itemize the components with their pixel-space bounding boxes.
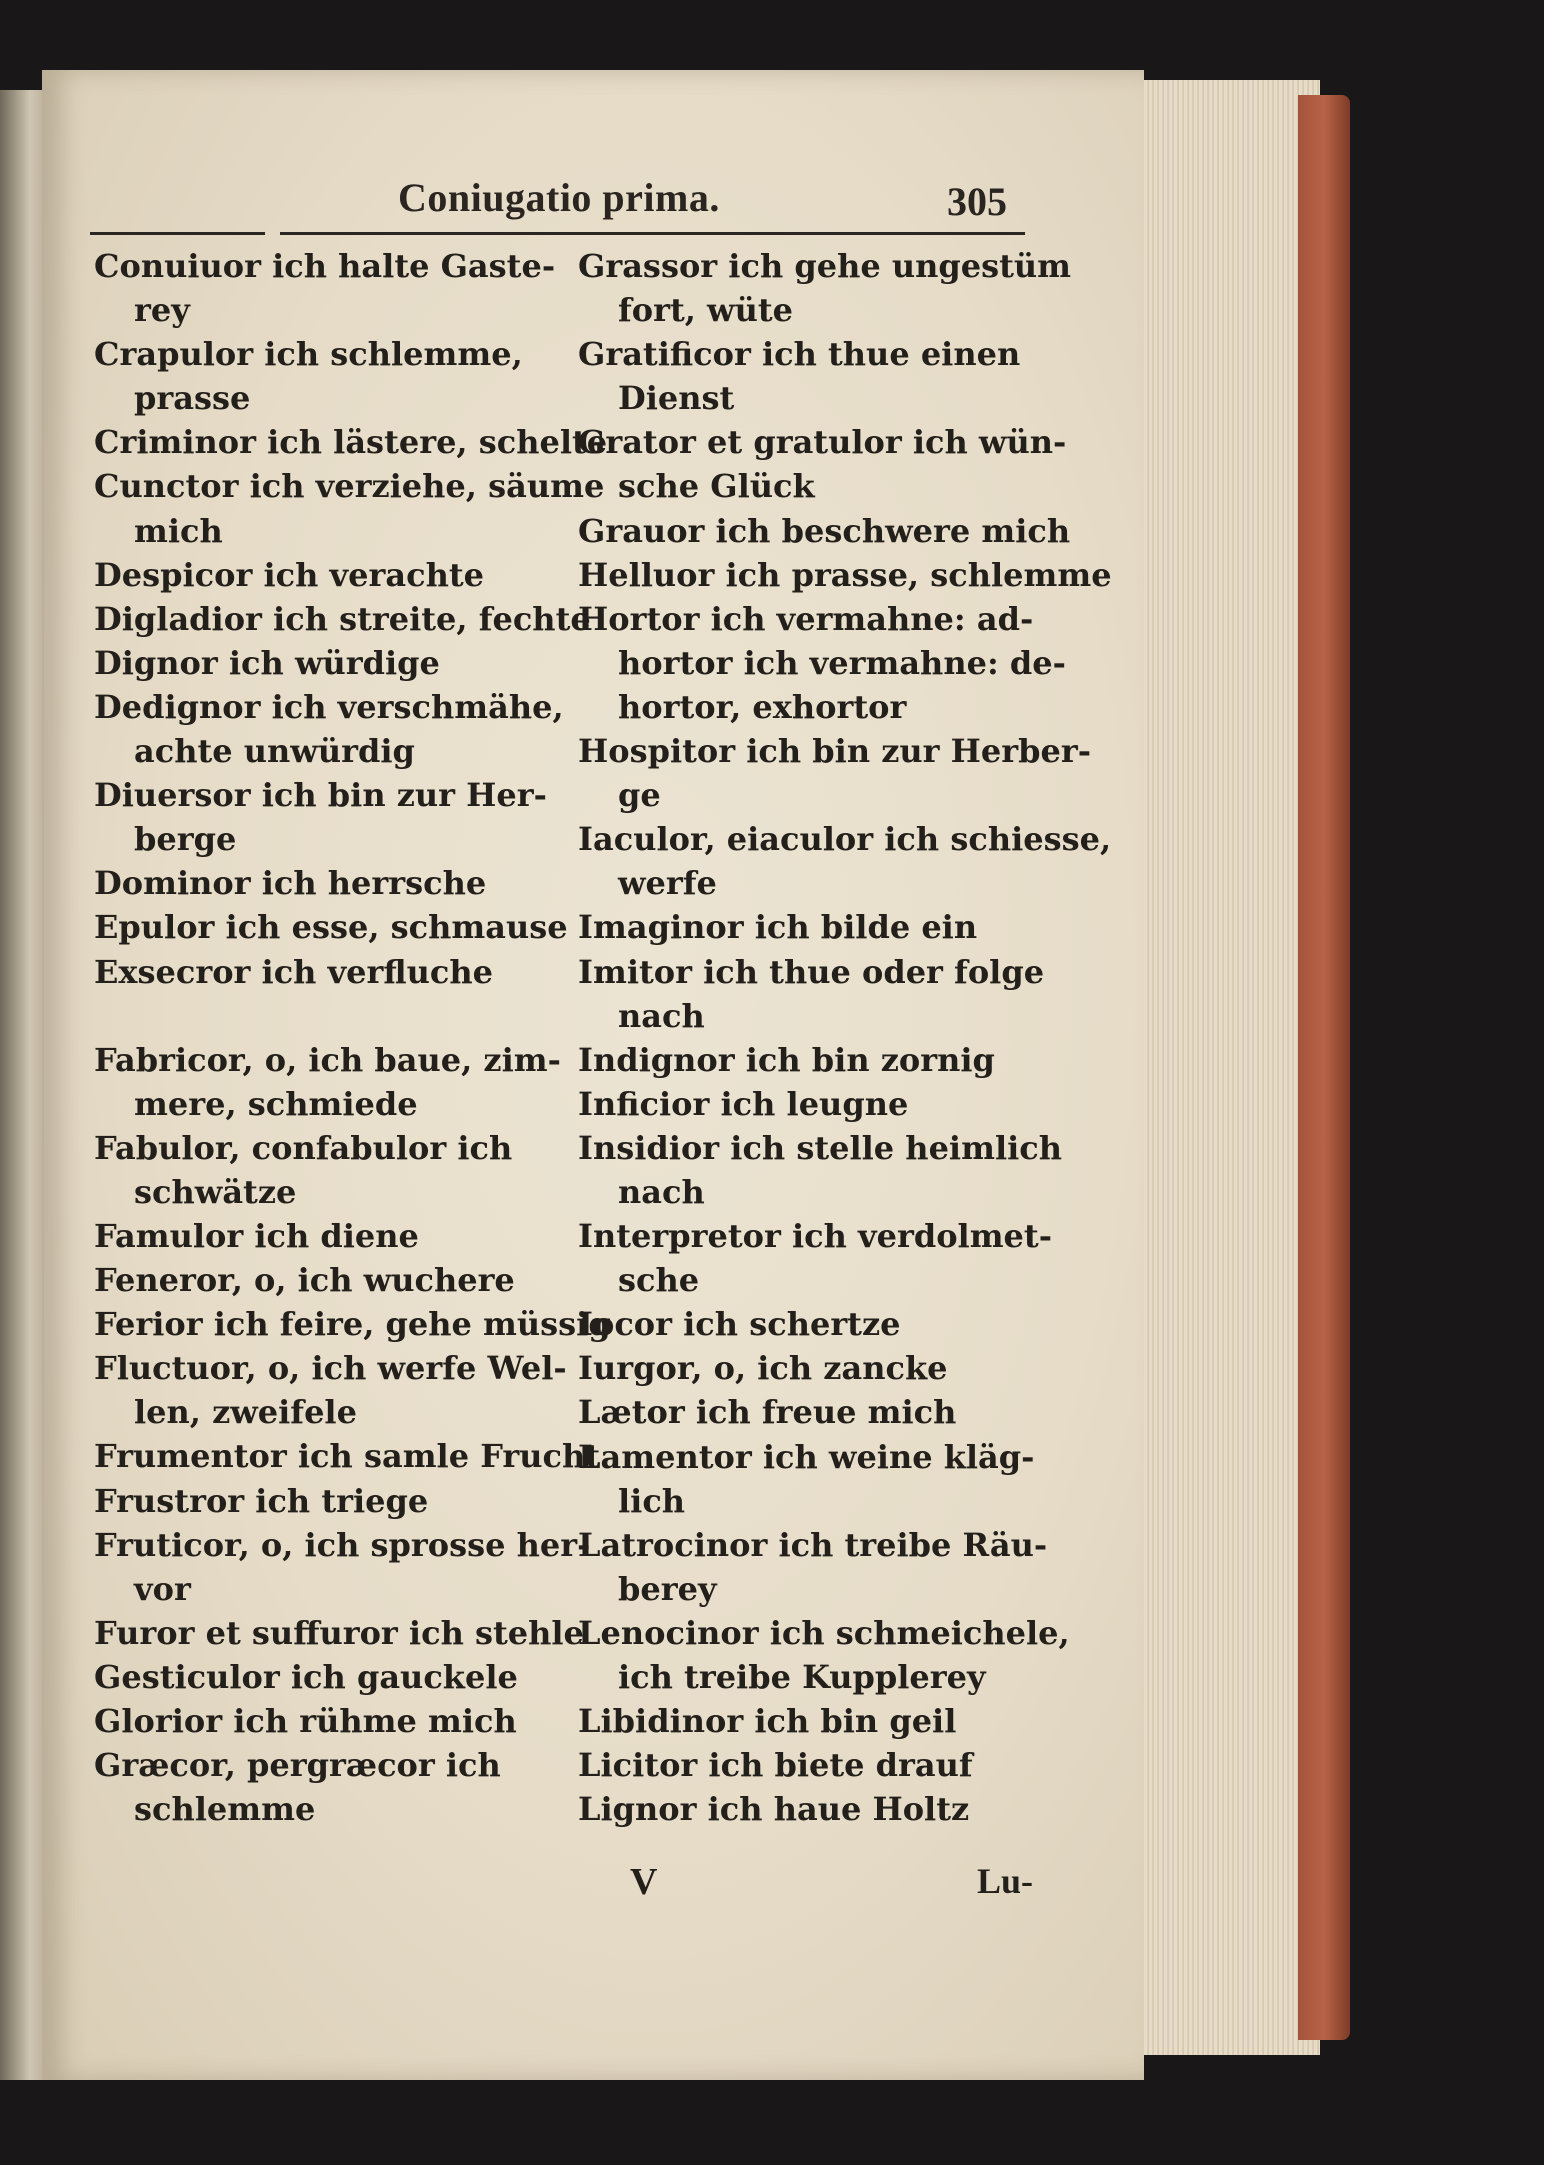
page-number: 305 [947, 179, 1007, 224]
entry-line: achte unwürdig [134, 732, 415, 771]
entry-line: Licitor ich biete drauf [578, 1746, 973, 1785]
entry-line: mich [134, 511, 223, 550]
entry-line: Epulor ich esse, schmause [94, 908, 568, 947]
entry-line: Exsecror ich verfluche [94, 952, 494, 991]
entry-line: ge [618, 776, 661, 815]
entry-line: Hortor ich vermahne: ad- [578, 599, 1034, 638]
entry-line: Frumentor ich samle Frucht [94, 1437, 601, 1476]
entry-line: nach [618, 996, 705, 1035]
entry-line: Fluctuor, o, ich werfe Wel- [94, 1349, 567, 1388]
entry-line: Iurgor, o, ich zancke [578, 1349, 948, 1388]
entry-line: hortor, exhortor [618, 687, 907, 726]
entry-line: Lenocinor ich schmeichele, [578, 1613, 1070, 1652]
entry-line: Frustror ich triege [94, 1481, 429, 1520]
entry-line: Interpretor ich verdolmet- [578, 1217, 1052, 1256]
page-footer [42, 1860, 1142, 1920]
entry-line: sche Glück [618, 467, 815, 506]
entry-line: Conuiuor ich halte Gaste- [94, 247, 556, 285]
entry-line: Inficior ich leugne [578, 1084, 909, 1123]
entry-line: Dominor ich herrsche [94, 864, 487, 903]
entry-line: Fabricor, o, ich baue, zim- [94, 1040, 561, 1079]
entry-line: Imaginor ich bilde ein [578, 908, 978, 947]
entry-line: hortor ich vermahne: de- [618, 643, 1066, 682]
running-title: Coniugatio prima. [398, 175, 720, 220]
entry-line: Famulor ich diene [94, 1216, 419, 1255]
entry-line: fort, wüte [618, 291, 793, 330]
entry-line: berey [618, 1569, 717, 1608]
left-column [94, 244, 611, 1831]
entry-line: Imitor ich thue oder folge [578, 952, 1045, 991]
page-header [42, 170, 1142, 230]
entry-line: Lamentor ich weine kläg- [578, 1437, 1035, 1476]
signature-mark: V [630, 1861, 658, 1903]
entry-line: prasse [134, 379, 251, 418]
entry-line: Grauor ich beschwere mich [578, 511, 1071, 550]
entry-line: mere, schmiede [134, 1084, 418, 1123]
entry-line: Despicor ich verachte [94, 555, 484, 594]
entry-line: Fruticor, o, ich sprosse her- [94, 1525, 591, 1564]
catchword: Lu- [977, 1861, 1034, 1901]
entry-line: schwätze [134, 1172, 297, 1211]
entry-line: Græcor, pergræcor ich [94, 1746, 501, 1785]
entry-line: Helluor ich prasse, schlemme [578, 555, 1112, 594]
entry-line: Crapulor ich schlemme, [94, 335, 523, 374]
entry-line: Latrocinor ich treibe Räu- [578, 1525, 1048, 1564]
entry-line: vor [134, 1569, 191, 1608]
entry-line: Libidinor ich bin geil [578, 1702, 957, 1741]
header-rule-right [280, 232, 1025, 235]
entry-line: sche [618, 1261, 700, 1300]
header-rule-left [90, 232, 265, 235]
entry-line: Ferior ich feire, gehe müssig [94, 1305, 611, 1344]
red-stained-fore-edge [1298, 95, 1350, 2040]
entry-line: Furor et suffuror ich stehle [94, 1613, 584, 1652]
entry-line: Dedignor ich verschmähe, [94, 687, 564, 726]
entry-line: Hospitor ich bin zur Herber- [578, 732, 1091, 771]
entry-line: Grator et gratulor ich wün- [578, 423, 1067, 462]
entry-line: Lætor ich freue mich [578, 1393, 957, 1432]
entry-line: lich [618, 1481, 686, 1520]
page-block-edge [1130, 80, 1320, 2055]
entry-line: Fabulor, confabulor ich [94, 1128, 513, 1167]
entry-line: Gratificor ich thue einen [578, 335, 1021, 374]
entry-line: ich treibe Kupplerey [618, 1658, 986, 1696]
entry-line: Iaculor, eiaculor ich schiesse, [578, 820, 1112, 859]
entry-line: rey [134, 291, 190, 330]
entry-line: Glorior ich rühme mich [94, 1702, 517, 1740]
entry-line: Digladior ich streite, fechte [94, 599, 591, 638]
entry-line: Cunctor ich verziehe, säume [94, 467, 605, 506]
entry-line: Diuersor ich bin zur Her- [94, 776, 547, 815]
right-column [578, 244, 1112, 1831]
entry-line: Criminor ich lästere, schelte [94, 423, 608, 462]
entry-line: Iocor ich schertze [578, 1305, 901, 1344]
entry-line: werfe [618, 864, 717, 903]
entry-line: Indignor ich bin zornig [578, 1040, 995, 1079]
entry-line: len, zweifele [134, 1393, 357, 1432]
entry-line: schlemme [134, 1790, 316, 1829]
entry-line: berge [134, 820, 237, 859]
entry-line: Lignor ich haue Holtz [578, 1790, 970, 1829]
entry-line: Feneror, o, ich wuchere [94, 1261, 515, 1300]
entry-line: Grassor ich gehe ungestüm [578, 247, 1072, 285]
entry-line: Dignor ich würdige [94, 643, 440, 682]
entry-line: Gesticulor ich gauckele [94, 1657, 518, 1696]
entry-line: Insidior ich stelle heimlich [578, 1128, 1062, 1167]
entry-line: Dienst [618, 379, 735, 418]
entry-line: nach [618, 1172, 705, 1211]
